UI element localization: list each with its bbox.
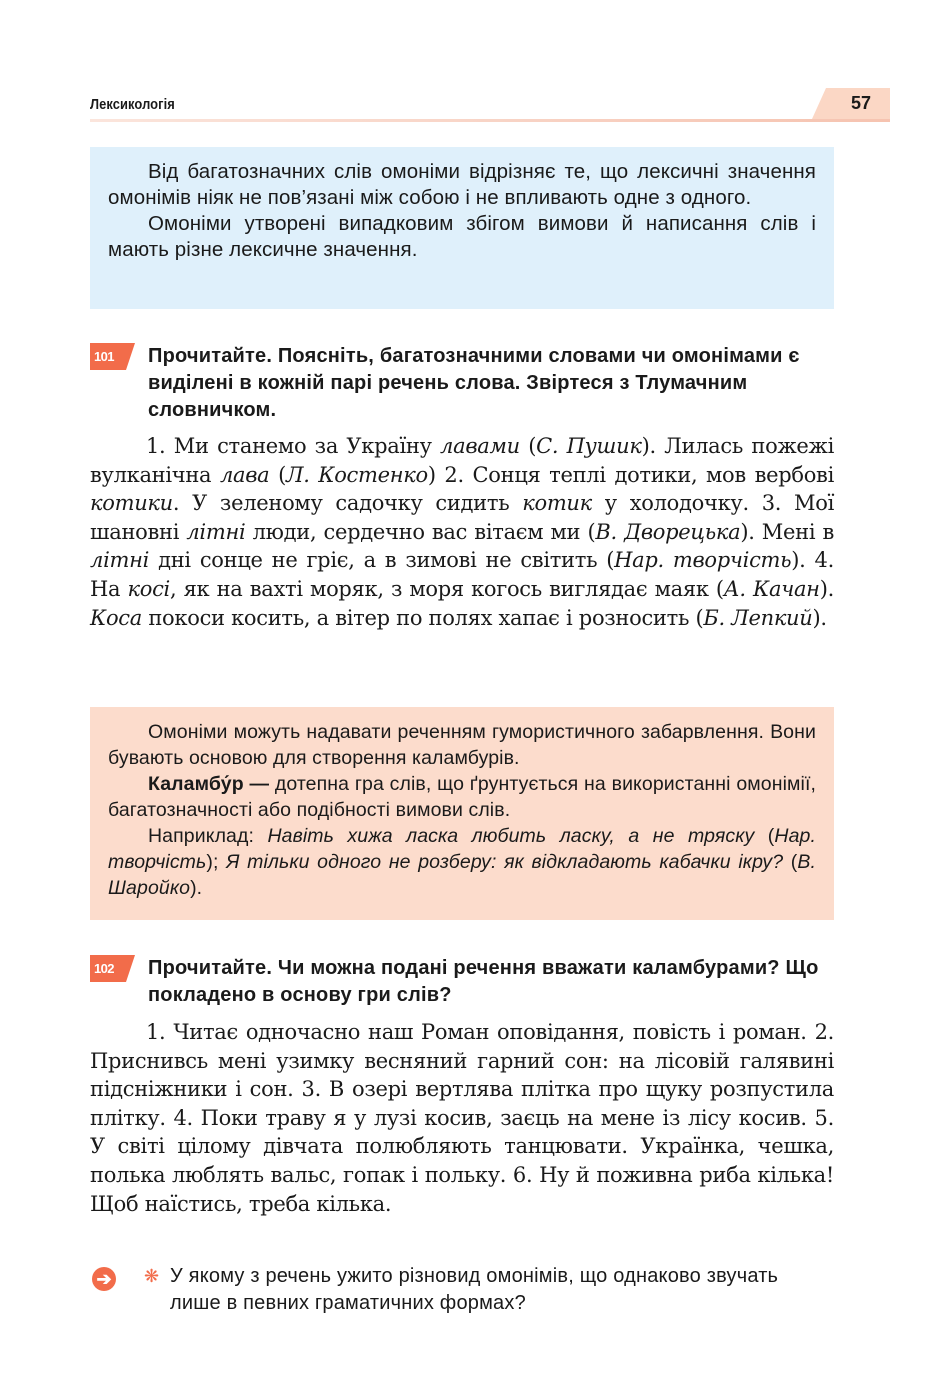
rule-paragraph: Від багатозначних слів омоніми відрізняє те, що лексичні значення омонімів ніяк не пов’язані між собою і не впливають одне з одного. bbox=[108, 160, 816, 209]
exercise-text: 1. Читає одночасно наш Роман оповідання, повість і роман. 2. Приснивсь мені узимку весняний гарний сон: на лісовій галявині підсніжники і сон. 3. В озері вертлява плітка про щуку розпустила плітку. 4. Поки траву я у лузі косив, заєць на мене із лісу косив. 5. У світі цілому дівчата полюбляють танцювати. Українка, чешка, полька люблять вальс, гопак і польку. 6. Ну й поживна риба кілька! Щоб наїстись, треба кілька. bbox=[90, 1020, 834, 1216]
text-segment: ). Лилась пожежі вулканічна bbox=[90, 434, 834, 487]
example-punct: ( bbox=[783, 851, 798, 873]
example-punct: ); bbox=[206, 851, 227, 873]
text-segment: люди, сердечно вас вітаєм ми ( bbox=[245, 519, 596, 544]
highlighted-word: В. Дворецька bbox=[595, 519, 741, 544]
highlighted-word: Нар. творчість bbox=[614, 548, 792, 573]
rule-box-homonyms-definition bbox=[90, 147, 834, 309]
exercise-text bbox=[90, 432, 834, 632]
rule-paragraph-examples bbox=[108, 823, 816, 901]
highlighted-word: лавами bbox=[440, 434, 520, 458]
highlighted-word: Коса bbox=[90, 605, 142, 630]
example-sentence: Я тільки одного не розберу: як відкладають кабачки ікру? bbox=[226, 851, 784, 873]
example-intro: Наприклад: bbox=[148, 825, 268, 847]
exercise-task: Прочитайте. Чи можна подані речення вважати каламбурами? Що покладено в основу гри слів? bbox=[148, 957, 819, 1006]
text-segment: . У зеленому садочку сидить bbox=[172, 491, 523, 516]
text-segment: 1. Ми станемо за Україну bbox=[146, 434, 441, 458]
example-source: В. Шаройко bbox=[108, 851, 816, 899]
highlighted-word: Б. Лепкий bbox=[703, 605, 813, 630]
text-segment: ). bbox=[812, 605, 827, 630]
follow-up-question: У якому з речень ужито різновид омонімів, що однаково звучать лише в певних граматичних формах? bbox=[170, 1265, 779, 1314]
text-segment: ). Мені в bbox=[740, 519, 834, 544]
text-segment: ). 4. На bbox=[90, 548, 834, 601]
rule-paragraph: Омоніми утворені випадковим збігом вимови й написання слів і мають різне лексичне значення. bbox=[108, 212, 816, 261]
rule-paragraph: Омоніми можуть надавати реченням гумористичного забарвлення. Вони бувають основою для створення каламбурів. bbox=[108, 721, 816, 769]
text-segment: у холодочку. 3. Мої шановні bbox=[90, 491, 835, 544]
text-segment: покоси косить, а вітер по полях хапає і розносить ( bbox=[141, 605, 704, 630]
highlighted-word: А. Качан bbox=[723, 576, 820, 601]
text-segment: ). bbox=[819, 576, 834, 601]
example-punct: ( bbox=[754, 825, 775, 847]
highlighted-word: літні bbox=[90, 548, 150, 573]
rule-paragraph-definition bbox=[108, 771, 816, 823]
example-source: Нар. творчість bbox=[108, 825, 816, 873]
exercise-task: Прочитайте. Поясніть, багатозначними словами чи омонімами є виділені в кожній парі речень слова. Звіртеся з Тлумачним словничком. bbox=[148, 345, 800, 421]
example-punct: ). bbox=[190, 877, 203, 899]
highlighted-word: Л. Костенко bbox=[285, 462, 428, 487]
section-title: Лексикологія bbox=[90, 96, 175, 113]
page-number: 57 bbox=[826, 88, 890, 119]
highlighted-word: С. Пушик bbox=[536, 434, 642, 458]
text-segment: ( bbox=[269, 462, 286, 487]
highlighted-word: лава bbox=[219, 462, 270, 487]
text-segment: , як на вахті моряк, з моря когось виглядає маяк ( bbox=[169, 576, 724, 601]
example-sentence: Навіть хижа ласка любить ласку, а не тряску bbox=[267, 825, 755, 847]
text-segment: дні сонце не гріє, а в зимові не світить ( bbox=[149, 548, 615, 573]
page-header bbox=[90, 88, 890, 122]
text-segment: ( bbox=[519, 434, 537, 458]
term-definition: дотепна гра слів, що ґрунтується на використанні омонімії, багатозначності або подібності вимови слів. bbox=[108, 773, 816, 821]
exercise-number-badge: 102 bbox=[90, 955, 126, 982]
term-pun: Каламбу́р — bbox=[148, 773, 270, 795]
header-divider bbox=[90, 119, 890, 122]
arrow-icon: ➔ bbox=[92, 1267, 116, 1291]
rule-box-pun bbox=[90, 707, 834, 920]
highlighted-word: літні bbox=[186, 519, 246, 544]
exercise-number-badge: 101 bbox=[90, 343, 126, 370]
highlighted-word: котики bbox=[90, 491, 173, 516]
text-segment: ) 2. Сонця теплі дотики, мов вербові bbox=[427, 462, 834, 487]
asterisk-icon: ❋ bbox=[144, 1266, 160, 1286]
highlighted-word: косі bbox=[127, 576, 170, 601]
highlighted-word: котик bbox=[522, 491, 592, 516]
